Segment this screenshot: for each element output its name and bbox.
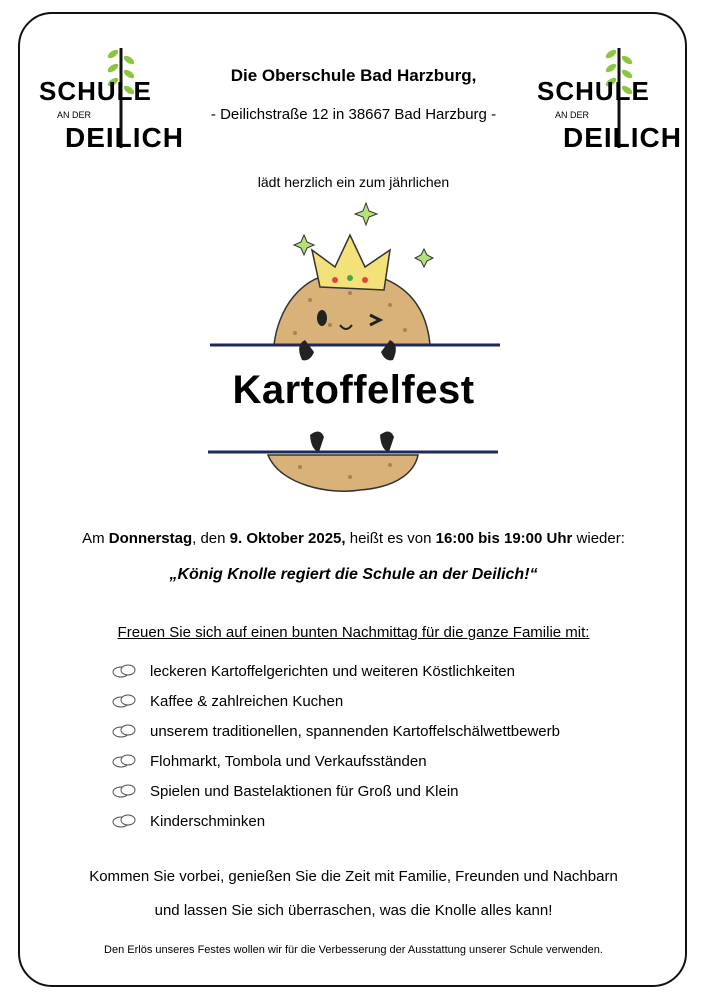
logo-line-3: DEILICH (563, 122, 682, 153)
event-title: Kartoffelfest (232, 368, 475, 412)
list-item-label: leckeren Kartoffelgerichten und weiteren Köstlichkeiten (150, 662, 515, 680)
closing-line-2: und lassen Sie sich überraschen, was die Knolle alles kann! (154, 902, 553, 919)
potato-icon (112, 663, 136, 679)
date-suffix: wieder: (572, 530, 625, 547)
potato-icon (112, 753, 136, 769)
list-item-label: Spielen und Bastelaktionen für Groß und Klein (150, 782, 459, 800)
date-line (0, 530, 707, 547)
list-item (112, 776, 560, 806)
closing-text (0, 860, 707, 928)
sparkle-icon (355, 203, 377, 225)
date-prefix: Am (82, 530, 109, 547)
potato-king-illustration (200, 195, 510, 495)
sparkle-icon (415, 249, 433, 267)
school-logo-right (533, 38, 682, 158)
event-date: 9. Oktober 2025, (229, 530, 346, 547)
list-item-label: Kinderschminken (150, 812, 266, 830)
logo-line-3: DEILICH (65, 122, 184, 153)
list-item-label: Kaffee & zahlreichen Kuchen (150, 692, 344, 710)
list-item (112, 716, 560, 746)
logo-line-2: AN DER (57, 110, 92, 120)
list-item (112, 686, 560, 716)
potato-icon (112, 783, 136, 799)
logo-line-1: SCHULE (537, 76, 650, 106)
school-name: Die Oberschule Bad Harzburg, (230, 66, 477, 85)
program-intro: Freuen Sie sich auf einen bunten Nachmittag für die ganze Familie mit: (117, 624, 590, 641)
invite-text: lädt herzlich ein zum jährlichen (257, 174, 450, 190)
footnote: Den Erlös unseres Festes wollen wir für die Verbesserung der Ausstattung unserer Schule verwenden. (104, 944, 603, 956)
list-item (112, 746, 560, 776)
crown-icon (312, 235, 390, 290)
logo-line-2: AN DER (555, 110, 590, 120)
date-mid-2: heißt es von (345, 530, 436, 547)
sparkle-icon (294, 235, 314, 255)
program-list (112, 656, 560, 836)
potato-icon (112, 723, 136, 739)
potato-icon (112, 693, 136, 709)
list-item (112, 806, 560, 836)
list-item (112, 656, 560, 686)
list-item-label: Flohmarkt, Tombola und Verkaufsständen (150, 752, 427, 770)
date-weekday: Donnerstag (108, 530, 193, 547)
logo-line-1: SCHULE (39, 76, 152, 106)
page-frame (18, 12, 687, 987)
potato-icon (112, 813, 136, 829)
school-address: - Deilichstraße 12 in 38667 Bad Harzburg - (210, 106, 497, 123)
event-time: 16:00 bis 19:00 Uhr (435, 530, 573, 547)
list-item-label: unserem traditionellen, spannenden Kartoffelschälwettbewerb (150, 722, 560, 740)
date-mid-1: , den (192, 530, 230, 547)
closing-line-1: Kommen Sie vorbei, genießen Sie die Zeit mit Familie, Freunden und Nachbarn (89, 868, 618, 885)
event-motto: „König Knolle regiert die Schule an der Deilich!“ (169, 566, 538, 583)
school-logo-left (35, 38, 184, 158)
